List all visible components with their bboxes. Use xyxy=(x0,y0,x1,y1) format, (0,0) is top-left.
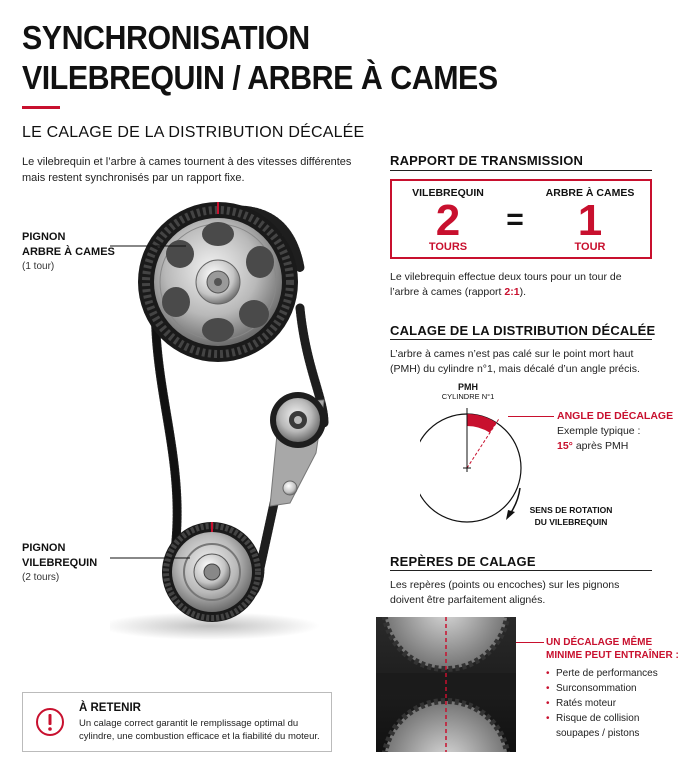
ratio-note-value: 2:1 xyxy=(504,286,520,298)
angle-value: 15° xyxy=(557,440,573,452)
marks-heading: REPÈRES DE CALAGE xyxy=(390,554,536,569)
list-item: • Risque de collision soupapes / pistons xyxy=(546,711,681,741)
offset-description: L’arbre à cames n’est pas calé sur le point mort haut (PMH) du cylindre n°1, mais décalé d’un angle précis. xyxy=(390,348,640,375)
crankshaft-label-line-1: PIGNON xyxy=(22,542,66,554)
camshaft-turns: (1 tour) xyxy=(22,261,55,272)
marks-description: Les repères (points ou encoches) sur les pignons doivent être parfaitement alignés. xyxy=(390,579,620,606)
timing-belt-illustration xyxy=(110,188,360,658)
rotation-label xyxy=(528,504,614,528)
angle-callout xyxy=(557,410,673,454)
angle-example-value xyxy=(557,439,673,454)
title-line-1: SYNCHRONISATION xyxy=(22,19,310,56)
warning-pointer-line xyxy=(516,642,544,643)
offset-heading-rule xyxy=(390,339,652,340)
rotation-line-1: SENS DE ROTATION xyxy=(529,505,613,515)
page-subtitle: LE CALAGE DE LA DISTRIBUTION DÉCALÉE xyxy=(22,124,365,141)
ratio-left-value: 2 xyxy=(435,196,461,245)
marks-heading-rule xyxy=(390,570,652,571)
angle-label: ANGLE DE DÉCALAGE xyxy=(557,410,674,422)
reminder-box xyxy=(22,692,332,752)
camshaft-label-line-2: ARBRE À CAMES xyxy=(22,246,115,258)
camshaft-sprocket xyxy=(138,202,298,362)
crankshaft-sprocket xyxy=(162,522,262,622)
title-accent-rule xyxy=(22,106,60,109)
crankshaft-label-line-2: VILEBREQUIN xyxy=(22,557,98,569)
warning-line-1: UN DÉCALAGE MÊME xyxy=(546,637,653,648)
ratio-box xyxy=(390,179,652,259)
camshaft-label-line-1: PIGNON xyxy=(22,231,66,243)
pmh-label xyxy=(438,382,498,401)
tensioner-bolt xyxy=(283,481,297,495)
warning-list xyxy=(546,666,681,741)
reminder-text: Un calage correct garantit le remplissage optimal du cylindre, une combustion efficace et la fiabilité du moteur. xyxy=(79,718,320,742)
pmh-cylinder: CYLINDRE N°1 xyxy=(441,392,495,401)
crankshaft-callout xyxy=(22,541,97,585)
warning-line-2: MINIME PEUT ENTRAÎNER : xyxy=(546,650,679,661)
ratio-note xyxy=(390,270,645,300)
list-item: • Perte de performances xyxy=(546,666,681,681)
exclamation-icon xyxy=(35,707,65,737)
ratio-left-label: VILEBREQUIN xyxy=(412,187,484,199)
offset-heading: CALAGE DE LA DISTRIBUTION DÉCALÉE xyxy=(390,323,656,338)
list-item: • Surconsommation xyxy=(546,681,681,696)
ratio-heading-rule xyxy=(390,170,652,171)
rotation-line-2: DU VILEBREQUIN xyxy=(534,517,608,527)
rotation-arrowhead xyxy=(506,510,515,520)
angle-pointer-line xyxy=(508,416,554,417)
pmh-title: PMH xyxy=(458,382,478,392)
reminder-title: À RETENIR xyxy=(79,702,141,714)
ratio-left-unit: TOURS xyxy=(428,241,468,253)
ratio-note-end: ). xyxy=(519,286,526,298)
ratio-right-value: 1 xyxy=(577,196,603,245)
intro-text: Le vilebrequin et l’arbre à cames tournent à des vitesses différentes mais restent synchronisés par un rapport fixe. xyxy=(22,156,352,184)
crankshaft-turns: (2 tours) xyxy=(22,572,60,583)
ratio-heading: RAPPORT DE TRANSMISSION xyxy=(390,153,584,168)
list-item: • Ratés moteur xyxy=(546,696,681,711)
ratio-equals: = xyxy=(506,203,524,236)
ratio-right-label: ARBRE À CAMES xyxy=(545,187,635,199)
camshaft-callout xyxy=(22,230,115,274)
angle-after: après PMH xyxy=(575,440,629,452)
ratio-right-unit: TOUR xyxy=(574,241,606,253)
page-title xyxy=(22,18,498,98)
angle-example: Exemple typique : xyxy=(557,425,641,437)
title-line-2: VILEBREQUIN / ARBRE À CAMES xyxy=(22,59,498,96)
ratio-note-text: Le vilebrequin effectue deux tours pour un tour de l’arbre à cames (rapport xyxy=(390,271,622,298)
timing-marks-photo xyxy=(376,617,516,752)
warning-callout xyxy=(546,636,681,741)
